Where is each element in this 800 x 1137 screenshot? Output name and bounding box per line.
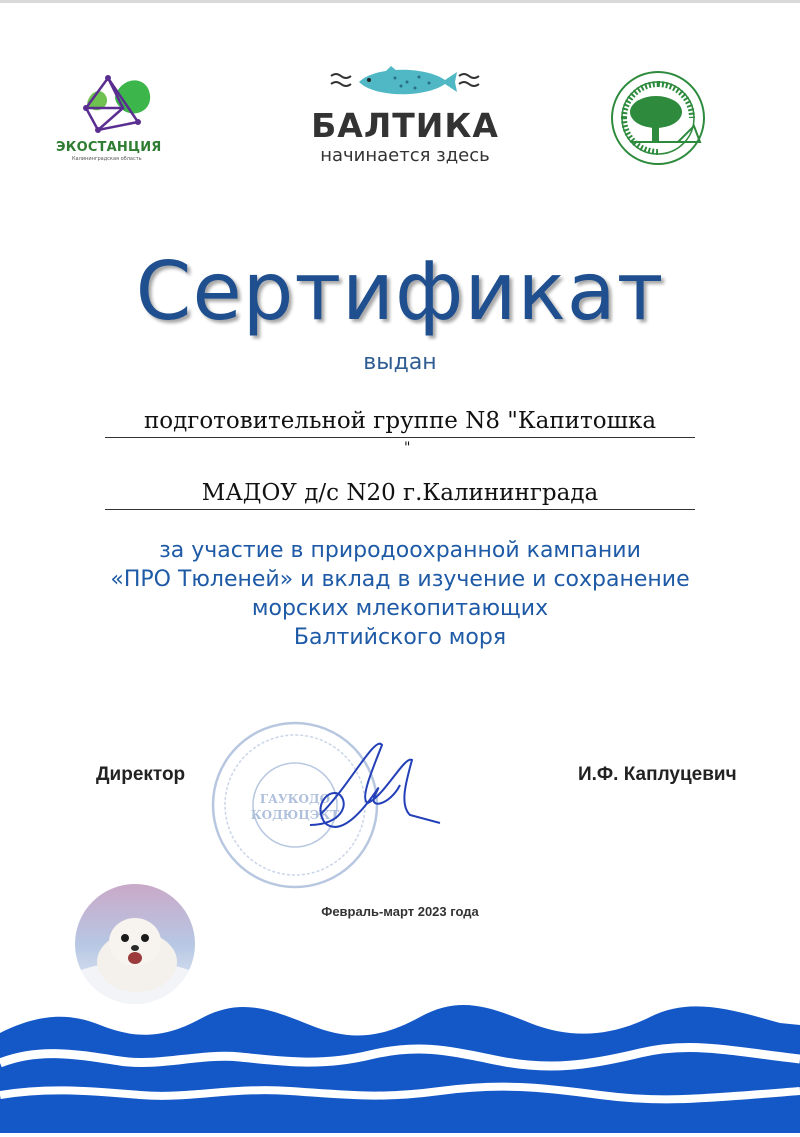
baltika-name: БАЛТИКА xyxy=(311,106,499,145)
seal-pup-photo xyxy=(75,884,195,1004)
baltika-tagline: начинается здесь xyxy=(320,145,490,166)
award-reason xyxy=(60,536,740,652)
director-name: И.Ф. Каплуцевич xyxy=(578,764,737,785)
recipient-underline-2 xyxy=(105,509,695,510)
ecostation-region: Калининградская область xyxy=(72,156,142,162)
official-stamp xyxy=(200,705,450,895)
reason-line: морских млекопитающих xyxy=(251,596,549,621)
recipient-line-2: МАДОУ д/с N20 г.Калининграда xyxy=(201,480,599,506)
reason-line: Балтийского моря xyxy=(293,625,507,650)
director-label: Директор xyxy=(96,764,186,785)
top-border xyxy=(0,0,800,3)
reason-line: «ПРО Тюленей» и вклад в изучение и сохранение xyxy=(110,567,690,592)
certificate-title: Сертификат xyxy=(135,245,665,338)
ecostation-emblem-icon xyxy=(78,70,158,140)
svg-text:КОДЮЦЭКТ: КОДЮЦЭКТ xyxy=(250,808,340,822)
recipient-line-1: подготовительной группе N8 "Капитошка xyxy=(143,408,657,434)
baltika-logo xyxy=(310,62,500,182)
reason-line: за участие в природоохранной кампании xyxy=(159,538,641,563)
issued-label: выдан xyxy=(363,350,437,375)
recipient-underline-1 xyxy=(105,437,695,438)
recipient-quote: " xyxy=(404,440,411,456)
ecostation-logo xyxy=(50,70,190,180)
ecostation-name: ЭКОСТАНЦИЯ xyxy=(56,140,162,155)
sea-waves xyxy=(0,995,800,1133)
certificate-date: Февраль-март 2023 года xyxy=(321,904,479,919)
tree-emblem-icon xyxy=(608,68,708,168)
stamp-text: ГАУКОДО xyxy=(259,792,331,806)
fish-icon xyxy=(325,62,485,102)
